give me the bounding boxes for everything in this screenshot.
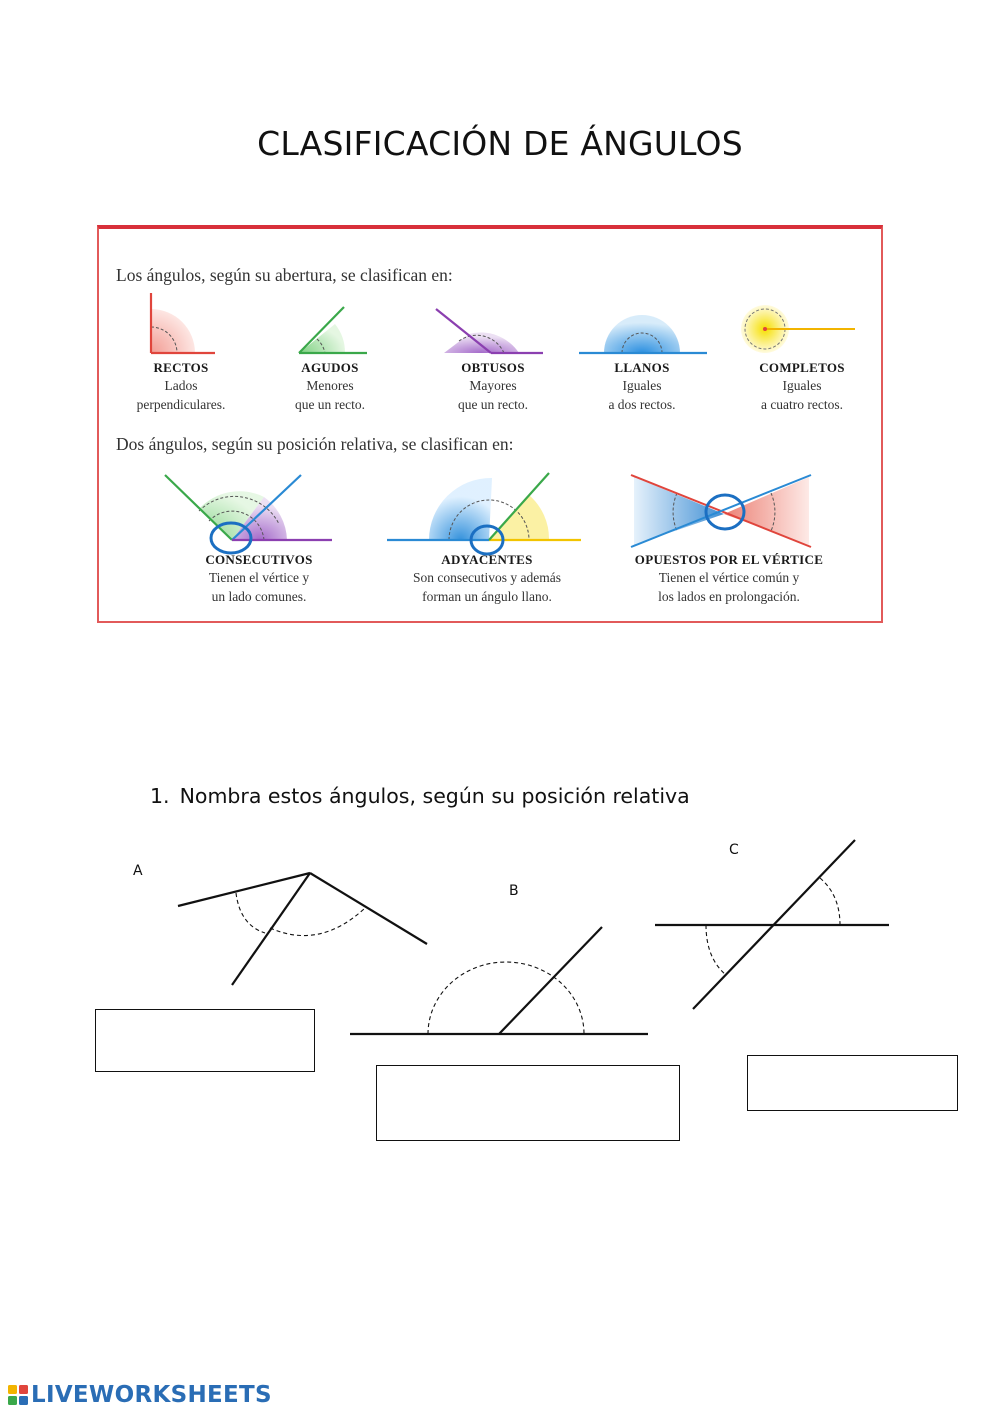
- liveworksheets-logo-icon: [8, 1385, 28, 1405]
- caption-rectos: RECTOS Lados perpendiculares.: [136, 360, 226, 412]
- page-title: CLASIFICACIÓN DE ÁNGULOS: [257, 124, 743, 163]
- exercise-c-answer-box[interactable]: [747, 1055, 958, 1111]
- exercise-a-label: A: [133, 863, 143, 879]
- exercise-b-answer-box[interactable]: [376, 1065, 680, 1141]
- caption-agudos: AGUDOS Menores que un recto.: [294, 360, 366, 412]
- question-text: Nombra estos ángulos, según su posición relativa: [179, 784, 690, 808]
- exercise-b-label: B: [509, 883, 519, 899]
- brand-name: LIVEWORKSHEETS: [31, 1382, 272, 1408]
- caption-consecutivos: CONSECUTIVOS Tienen el vértice y un lado comunes.: [205, 552, 313, 604]
- exercise-c-label: C: [729, 842, 739, 858]
- caption-completos: COMPLETOS Iguales a cuatro rectos.: [759, 360, 845, 412]
- caption-llanos: LLANOS Iguales a dos rectos.: [608, 360, 676, 412]
- caption-obtusos: OBTUSOS Mayores que un recto.: [457, 360, 529, 412]
- intro-opening: Los ángulos, según su abertura, se clasifican en:: [116, 265, 453, 285]
- exercise-a-figure: [178, 873, 427, 985]
- caption-adyacentes: ADYACENTES Son consecutivos y además forman un ángulo llano.: [412, 552, 562, 604]
- brand-footer[interactable]: [8, 1382, 272, 1408]
- caption-opuestos: OPUESTOS POR EL VÉRTICE Tienen el vértice común y los lados en prolongación.: [634, 552, 824, 604]
- exercise-c-figure: [655, 840, 889, 1009]
- exercise-b-figure: [350, 927, 648, 1034]
- question-number: 1.: [150, 784, 170, 808]
- intro-position: Dos ángulos, según su posición relativa, se clasifican en:: [116, 434, 514, 454]
- exercise-a-answer-box[interactable]: [95, 1009, 315, 1072]
